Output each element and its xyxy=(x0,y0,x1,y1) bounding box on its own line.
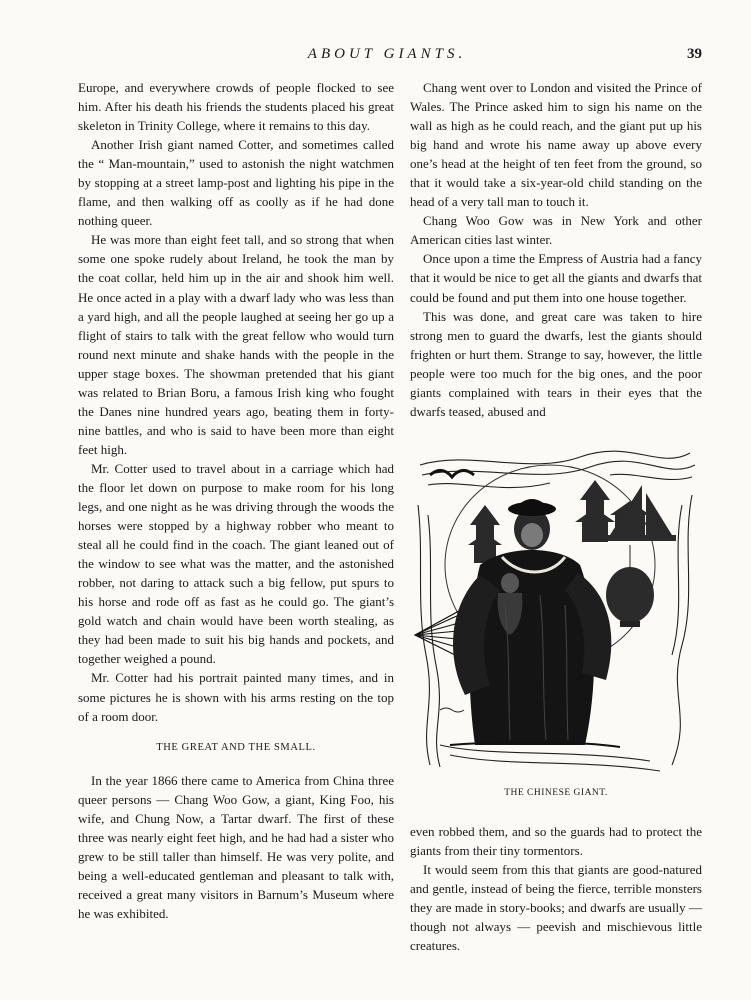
paragraph: Mr. Cotter used to travel about in a carriage which had the floor let down on purpose to make room for his long legs, and one night as he was driving through the woods the horses were stopped by a highway robber who meant to steal all he could find in the coach. The giant leaned out of the window to see what was the matter, and the astonished robber, not daring to attack such a big fellow, put spurs to his horse and rode off as fast as he could go. The giant’s gold watch and chain would have been worth stealing, as they had been made to suit his big hands and pockets, and together weighed a pound. xyxy=(78,460,394,667)
left-column xyxy=(78,78,394,923)
paragraph: Once upon a time the Empress of Austria had a fancy that it would be nice to get all the giants and dwarfs that could be found and put them into one house together. xyxy=(410,251,702,305)
illustration-caption: THE CHINESE GIANT. xyxy=(504,787,608,798)
paragraph: Europe, and everywhere crowds of people flocked to see him. After his death his friends the students placed his great skeleton in Trinity College, where it remains to this day. xyxy=(78,80,394,134)
paragraph: It would seem from this that giants are good-natured and gentle, instead of being the fierce, terrible monsters they are made in story-books; and dwarfs are usually — though not always — peevish and mischievous little creatures. xyxy=(410,861,702,954)
paragraph: This was done, and great care was taken to hire strong men to guard the dwarfs, lest the giants should frighten or hurt them. Strange to say, however, the little people were too much for the big ones, and the poor giants complained with tears in their eyes that the dwarfs teased, abused and xyxy=(410,308,702,419)
paragraph: Chang Woo Gow was in New York and other American cities last winter. xyxy=(410,213,702,248)
paragraph: In the year 1866 there came to America from China three queer persons — Chang Woo Gow, a giant, King Foo, his wife, and Chung Now, a Tartar dwarf. The first of these three was nearly eight feet high, and he had had a sister who grew to be still taller than himself. He was very polite, and being a well-educated gentleman and pleasant to talk with, received a great many visitors in Barnum’s Museum where he was exhibited. xyxy=(78,772,394,921)
section-heading: THE GREAT AND THE SMALL. xyxy=(156,741,316,753)
running-title: ABOUT GIANTS. xyxy=(307,46,467,62)
paragraph: Mr. Cotter had his portrait painted many times, and in some pictures he is shown with his arms resting on the top of a room door. xyxy=(78,670,394,724)
chinese-giant-illustration xyxy=(410,445,702,780)
paragraph: even robbed them, and so the guards had to protect the giants from their tiny tormentors. xyxy=(410,823,702,858)
paragraph: Chang went over to London and visited the Prince of Wales. The Prince asked him to sign his name on the wall as high as he could reach, and the giant put up his big hand and wrote his name away up above every one’s head at the height of ten feet from the ground, so that it would take a six-year-old child standing on the head of a very tall man to touch it. xyxy=(410,80,702,210)
paragraph: Another Irish giant named Cotter, and sometimes called the “ Man-mountain,” used to astonish the night watchmen by stopping at a street lamp-post and lighting his pipe in the flame, and then walking off as coolly as if he had done nothing queer. xyxy=(78,137,394,229)
paragraph: He was more than eight feet tall, and so strong that when some one spoke rudely about Ireland, he took the man by the coat collar, held him up in the air and shook him well. He once acted in a play with a dwarf lady who was less than a yard high, and all the people laughed at seeing her go up a flight of stairs to talk with the great fellow who would turn round next minute and shake hands with the people in the upper stage boxes. The showman pretended that his giant was related to Brian Boru, a famous Irish king who fought the Danes nine hundred years ago, beating them in forty-nine battles, and who is said to have been more than eight feet high. xyxy=(78,232,394,457)
page-header xyxy=(72,46,702,70)
page-number: 39 xyxy=(687,46,702,62)
right-column xyxy=(410,78,702,955)
